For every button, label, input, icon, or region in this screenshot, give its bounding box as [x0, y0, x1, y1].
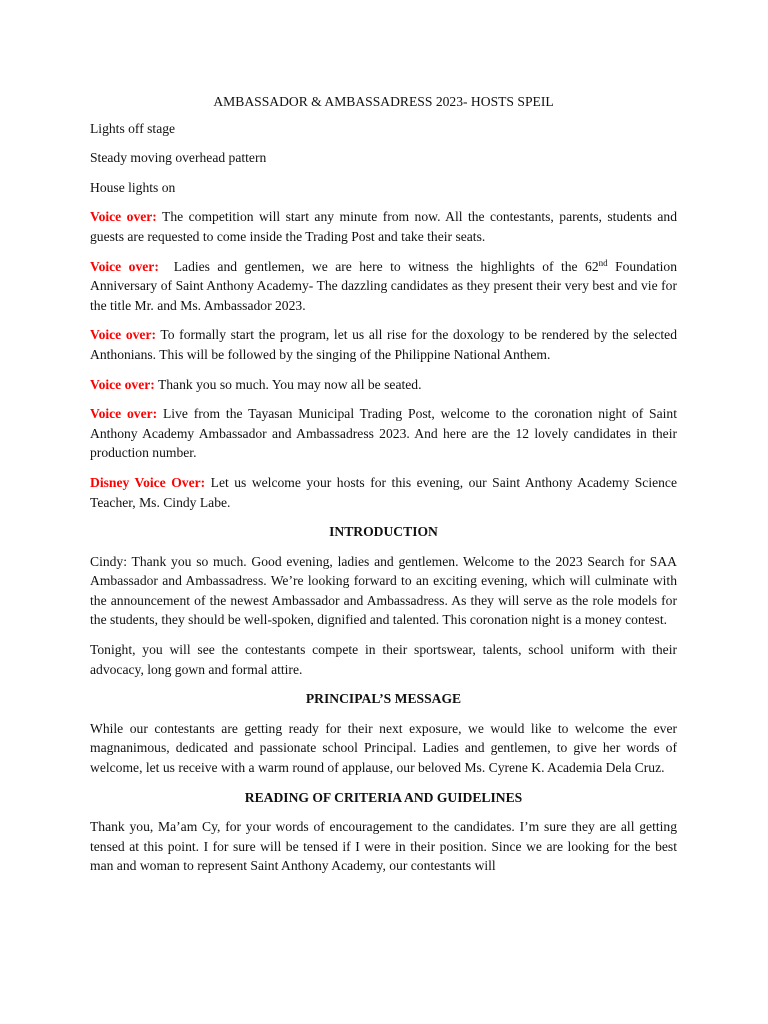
voice-over-label: Voice over: [90, 258, 159, 274]
voice-over-paragraph [90, 325, 677, 364]
voice-over-text: Thank you so much. You may now all be seated. [154, 376, 422, 392]
voice-over-paragraph [90, 404, 677, 463]
stage-cue: House lights on [90, 179, 176, 195]
document-body [90, 92, 681, 886]
section-heading-principals-message: PRINCIPAL’S MESSAGE [305, 691, 462, 707]
document-title: AMBASSADOR & AMBASSADRESS 2023- HOSTS SPEIL [213, 94, 554, 109]
voice-over-text: Live from the Tayasan Municipal Trading Post, welcome to the coronation night of Saint Anthony Academy Ambassador and Ambassadress 2023. And here are the 12 lovely candidates in their production number. [90, 406, 677, 461]
body-paragraph: Thank you, Ma’am Cy, for your words of encouragement to the candidates. I’m sure they are all getting tensed at this point. I for sure will be tensed if I were in their position. Since we are looking for the best man and woman to represent Saint Anthony Academy, our contestants will [90, 819, 677, 874]
ordinal-suffix: nd [598, 257, 608, 268]
voice-over-paragraph [90, 257, 681, 316]
body-paragraph: Tonight, you will see the contestants compete in their sportswear, talents, school uniform with their advocacy, long gown and formal attire. [90, 642, 677, 677]
voice-over-label: Voice over: [90, 376, 155, 392]
stage-cue: Lights off stage [90, 120, 176, 136]
voice-over-text: Foundation Anniversary of Saint Anthony Academy- The dazzling candidates as they present their very best and vie for the title Mr. and Ms. Ambassador 2023. [90, 258, 681, 313]
section-heading-criteria: READING OF CRITERIA AND GUIDELINES [244, 789, 523, 805]
voice-over-label: Voice over: [90, 327, 157, 343]
stage-cue: Steady moving overhead pattern [90, 150, 267, 166]
voice-over-paragraph [90, 375, 677, 395]
voice-over-text: The competition will start any minute from now. All the contestants, parents, students and guests are requested to come inside the Trading Post and take their seats. [90, 209, 677, 244]
voice-over-text: Ladies and gentlemen, we are here to witness the highlights of the 62 [158, 258, 599, 274]
voice-over-label: Disney Voice Over: [90, 474, 206, 490]
body-paragraph: Cindy: Thank you so much. Good evening, ladies and gentlemen. Welcome to the 2023 Search for SAA Ambassador and Ambassadress. We’re looking forward to an exciting evening, which will culminate with the announcement of the newest Ambassador and Ambassadress. As they will serve as the role models for the students, they should be well-spoken, dignified and talented. This coronation night is a money contest. [90, 553, 677, 628]
voice-over-text: Let us welcome your hosts for this evening, our Saint Anthony Academy Science Teacher, Ms. Cindy Labe. [90, 474, 677, 510]
voice-over-text: To formally start the program, let us all rise for the doxology to be rendered by the selected Anthonians. This will be followed by the singing of the Philippine National Anthem. [90, 327, 678, 362]
voice-over-paragraph [90, 207, 677, 246]
voice-over-paragraph [90, 473, 677, 512]
voice-over-label: Voice over: [90, 209, 157, 225]
body-paragraph: While our contestants are getting ready for their next exposure, we would like to welcome the ever magnanimous, dedicated and passionate school Principal. Ladies and gentlemen, to give her words of welcome, let us receive with a warm round of applause, our beloved Ms. Cyrene K. Academia Dela Cruz. [90, 720, 677, 776]
voice-over-label: Voice over: [90, 406, 158, 422]
section-heading-introduction: INTRODUCTION [329, 524, 438, 540]
